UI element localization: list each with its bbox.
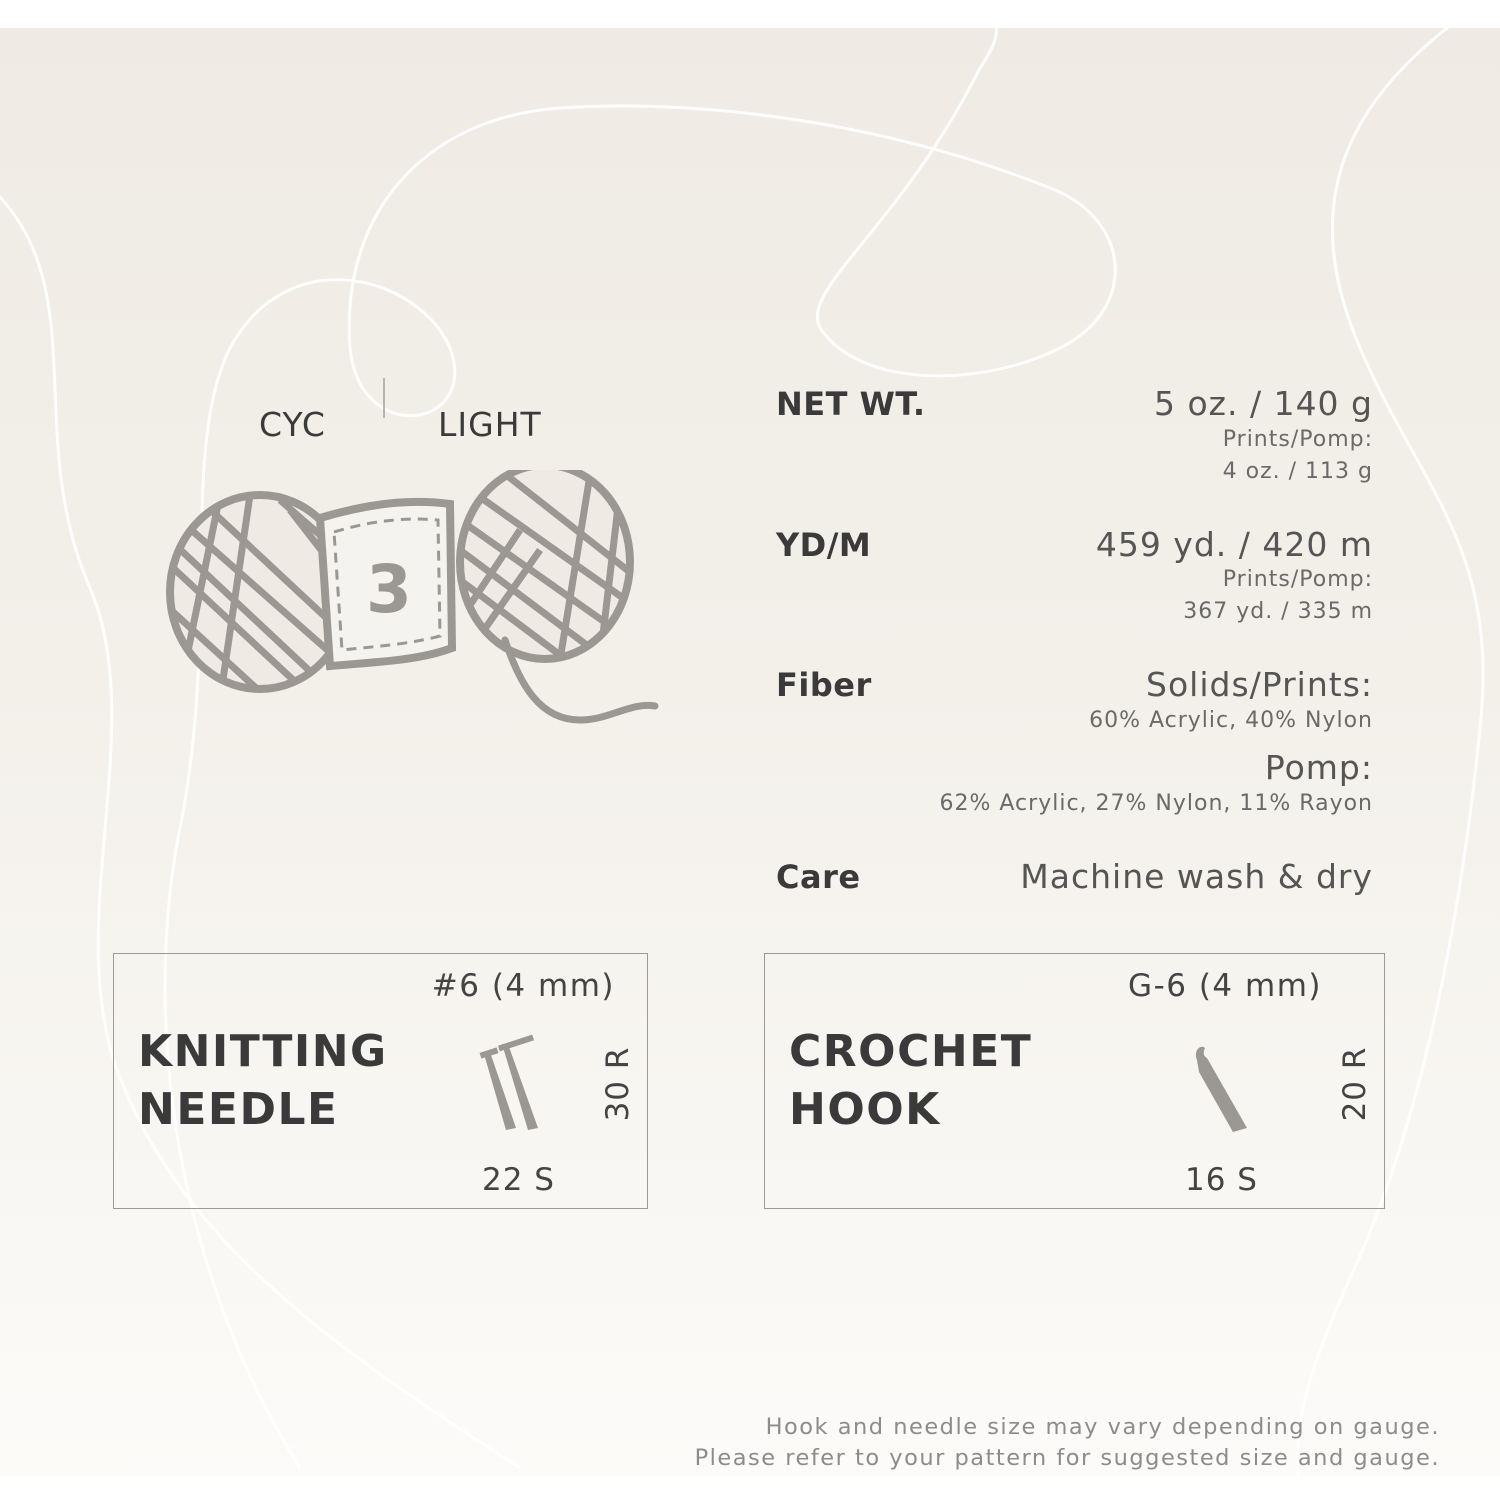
footnote-line2: Please refer to your pattern for suggested size and gauge. bbox=[694, 1445, 1440, 1471]
crochet-hook-box bbox=[764, 953, 1385, 1209]
yardage-sub-value: 367 yd. / 335 m bbox=[1183, 599, 1373, 624]
fiber-group1-value: 60% Acrylic, 40% Nylon bbox=[1089, 708, 1373, 733]
fiber-group1-label: Solids/Prints: bbox=[1146, 665, 1373, 704]
knitting-needle-title bbox=[138, 1023, 388, 1139]
crochet-hook-title bbox=[789, 1023, 1032, 1139]
yarn-weight-number: 3 bbox=[366, 551, 412, 628]
fiber-group2-value: 62% Acrylic, 27% Nylon, 11% Rayon bbox=[939, 791, 1373, 816]
yardage-value: 459 yd. / 420 m bbox=[1095, 525, 1373, 564]
crochet-stitches: 16 S bbox=[1185, 1162, 1258, 1198]
knitting-rows: 30 R bbox=[600, 1046, 636, 1122]
crochet-hook-icon bbox=[1185, 1042, 1255, 1134]
fiber-group2-label: Pomp: bbox=[1264, 748, 1373, 787]
yarn-skein-icon bbox=[160, 470, 660, 730]
cyc-divider bbox=[383, 378, 385, 418]
net-wt-label: NET WT. bbox=[776, 385, 926, 423]
net-wt-sub-value: 4 oz. / 113 g bbox=[1222, 459, 1373, 484]
knitting-needle-box bbox=[113, 953, 648, 1209]
fiber-label: Fiber bbox=[776, 666, 872, 704]
knitting-title-line1: KNITTING bbox=[138, 1026, 388, 1077]
cyc-system-label: CYC bbox=[259, 405, 326, 444]
knitting-title-line2: NEEDLE bbox=[138, 1084, 339, 1135]
crochet-title-line2: HOOK bbox=[789, 1084, 941, 1135]
knitting-needle-size: #6 (4 mm) bbox=[431, 968, 615, 1004]
net-wt-value: 5 oz. / 140 g bbox=[1153, 384, 1373, 423]
knitting-needles-icon bbox=[476, 1032, 556, 1132]
yardage-label: YD/M bbox=[776, 526, 872, 564]
care-label: Care bbox=[776, 858, 861, 896]
knitting-stitches: 22 S bbox=[482, 1162, 555, 1198]
crochet-title-line1: CROCHET bbox=[789, 1026, 1033, 1077]
yarn-weight-category: LIGHT bbox=[438, 405, 542, 444]
crochet-rows: 20 R bbox=[1337, 1046, 1373, 1122]
footnote-line1: Hook and needle size may vary depending on gauge. bbox=[765, 1414, 1440, 1440]
yardage-sub-label: Prints/Pomp: bbox=[1222, 567, 1373, 592]
net-wt-sub-label: Prints/Pomp: bbox=[1222, 427, 1373, 452]
care-value: Machine wash & dry bbox=[1020, 857, 1373, 896]
crochet-hook-size: G-6 (4 mm) bbox=[1128, 968, 1322, 1004]
